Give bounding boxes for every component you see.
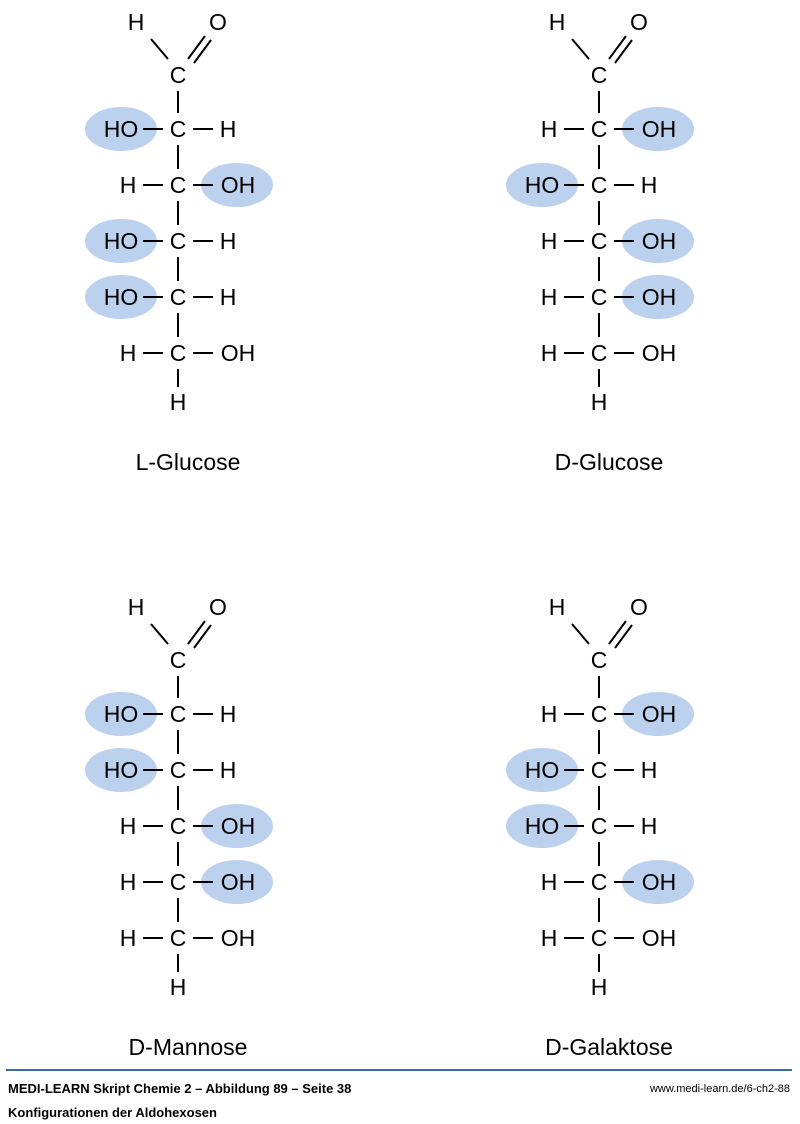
carbonyl-double-bond-2 <box>194 40 211 63</box>
figure-url: www.medi-learn.de/6-ch2-88 <box>649 1083 790 1095</box>
carbonyl-double-bond-1 <box>609 36 626 59</box>
hydroxyl-group: OH <box>641 340 677 366</box>
carbonyl-double-bond-2 <box>615 40 632 63</box>
chain-carbon: C <box>590 228 608 254</box>
hydroxyl-group: HO <box>524 172 560 198</box>
aldehyde-carbon: C <box>169 62 187 88</box>
chain-carbon: C <box>169 172 187 198</box>
chain-carbon: C <box>169 869 187 895</box>
hydroxyl-group: OH <box>220 340 256 366</box>
hydrogen-atom: H <box>540 701 558 727</box>
hydrogen-atom: H <box>540 340 558 366</box>
carbonyl-double-bond-2 <box>615 625 632 648</box>
chain-carbon: C <box>169 925 187 951</box>
hydrogen-atom: H <box>119 172 137 198</box>
aldehyde-oxygen: O <box>630 9 648 35</box>
aldehyde-ch-bond <box>572 39 589 59</box>
chain-carbon: C <box>169 116 187 142</box>
chain-carbon: C <box>590 757 608 783</box>
hydrogen-atom: H <box>219 757 237 783</box>
chain-carbon: C <box>169 340 187 366</box>
molecule-d-galaktose <box>506 594 694 1060</box>
hydrogen-atom: H <box>219 228 237 254</box>
terminal-hydrogen: H <box>590 974 608 1000</box>
chain-carbon: C <box>590 172 608 198</box>
chain-carbon: C <box>169 701 187 727</box>
hydroxyl-group: HO <box>103 701 139 727</box>
figure-caption: Konfigurationen der Aldohexosen <box>8 1105 217 1120</box>
terminal-hydrogen: H <box>169 974 187 1000</box>
chain-carbon: C <box>169 228 187 254</box>
aldehyde-oxygen: O <box>209 594 227 620</box>
hydrogen-atom: H <box>540 869 558 895</box>
molecule-d-mannose <box>85 594 273 1060</box>
aldehyde-hydrogen: H <box>548 594 566 620</box>
footer-divider <box>6 1069 792 1071</box>
hydrogen-atom: H <box>119 813 137 839</box>
hydrogen-atom: H <box>119 925 137 951</box>
hydrogen-atom: H <box>640 757 658 783</box>
hydroxyl-group: OH <box>220 813 256 839</box>
aldehyde-oxygen: O <box>209 9 227 35</box>
hydroxyl-group: HO <box>524 813 560 839</box>
hydrogen-atom: H <box>540 228 558 254</box>
carbonyl-double-bond-1 <box>188 621 205 644</box>
carbonyl-double-bond-1 <box>188 36 205 59</box>
chain-carbon: C <box>169 284 187 310</box>
aldehyde-carbon: C <box>590 647 608 673</box>
chain-carbon: C <box>590 701 608 727</box>
hydroxyl-group: HO <box>524 757 560 783</box>
hydrogen-atom: H <box>119 869 137 895</box>
hydrogen-atom: H <box>640 172 658 198</box>
hydrogen-atom: H <box>219 284 237 310</box>
chain-carbon: C <box>590 284 608 310</box>
chain-carbon: C <box>590 925 608 951</box>
hydroxyl-group: OH <box>220 869 256 895</box>
aldehyde-hydrogen: H <box>127 594 145 620</box>
hydroxyl-group: OH <box>641 701 677 727</box>
terminal-hydrogen: H <box>169 389 187 415</box>
aldehyde-oxygen: O <box>630 594 648 620</box>
hydrogen-atom: H <box>640 813 658 839</box>
chain-carbon: C <box>590 340 608 366</box>
figure-footer <box>0 1064 800 1124</box>
molecule-label-l-glucose: L-Glucose <box>135 449 241 475</box>
hydroxyl-group: OH <box>641 116 677 142</box>
figure-source: MEDI-LEARN Skript Chemie 2 – Abbildung 89 – Seite 38 <box>8 1081 352 1096</box>
hydrogen-atom: H <box>540 116 558 142</box>
aldehyde-hydrogen: H <box>548 9 566 35</box>
hydroxyl-group: OH <box>641 228 677 254</box>
aldehyde-carbon: C <box>169 647 187 673</box>
hydroxyl-group: HO <box>103 284 139 310</box>
hydrogen-atom: H <box>540 925 558 951</box>
chain-carbon: C <box>169 813 187 839</box>
aldehyde-carbon: C <box>590 62 608 88</box>
hydrogen-atom: H <box>219 701 237 727</box>
aldehyde-ch-bond <box>151 624 168 644</box>
hydrogen-atom: H <box>540 284 558 310</box>
hydroxyl-group: OH <box>641 925 677 951</box>
hydroxyl-group: HO <box>103 116 139 142</box>
carbonyl-double-bond-1 <box>609 621 626 644</box>
chain-carbon: C <box>590 813 608 839</box>
hydroxyl-group: HO <box>103 228 139 254</box>
molecule-d-glucose <box>506 9 694 475</box>
hydroxyl-group: OH <box>641 284 677 310</box>
terminal-hydrogen: H <box>590 389 608 415</box>
chain-carbon: C <box>590 116 608 142</box>
hydroxyl-group: OH <box>220 925 256 951</box>
hydrogen-atom: H <box>219 116 237 142</box>
chain-carbon: C <box>169 757 187 783</box>
molecule-label-d-mannose: D-Mannose <box>128 1034 248 1060</box>
aldehyde-ch-bond <box>572 624 589 644</box>
hydroxyl-group: OH <box>641 869 677 895</box>
hydroxyl-group: OH <box>220 172 256 198</box>
hydroxyl-group: HO <box>103 757 139 783</box>
molecule-label-d-glucose: D-Glucose <box>554 449 664 475</box>
molecule-l-glucose <box>85 9 273 475</box>
hydrogen-atom: H <box>119 340 137 366</box>
aldehyde-hydrogen: H <box>127 9 145 35</box>
chain-carbon: C <box>590 869 608 895</box>
molecule-label-d-galaktose: D-Galaktose <box>545 1034 673 1060</box>
carbonyl-double-bond-2 <box>194 625 211 648</box>
aldehyde-ch-bond <box>151 39 168 59</box>
